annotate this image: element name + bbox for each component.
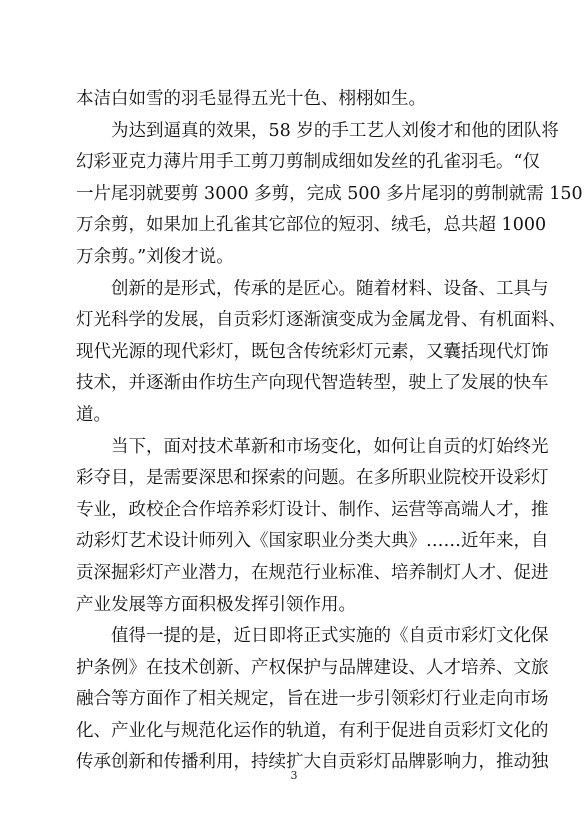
text-line: 现代光源的现代彩灯，既包含传统彩灯元素，又囊括现代灯饰: [76, 341, 549, 362]
text-line: 彩夺目，是需要深思和探索的问题。在多所职业院校开设彩灯: [76, 468, 549, 489]
text-line: 产业发展等方面积极发挥引领作用。: [76, 594, 356, 615]
paragraph-first-line: 值得一提的是，近日即将正式实施的《自贡市彩灯文化保: [111, 626, 549, 647]
paragraph-first-line: 创新的是形式，传承的是匠心。随着材料、设备、工具与: [111, 278, 549, 299]
text-line: 化、产业化与规范化运作的轨道，有利于促进自贡彩灯文化的: [76, 720, 549, 741]
text-line: 道。: [76, 404, 111, 425]
text-line: 技术，并逐渐由作坊生产向现代智造转型，驶上了发展的快车: [76, 373, 549, 394]
text-line: 万余剪。”刘俊才说。: [76, 246, 234, 267]
text-line: 融合等方面作了相关规定，旨在进一步引领彩灯行业走向市场: [76, 689, 549, 710]
text-line: 传承创新和传播利用，持续扩大自贡彩灯品牌影响力，推动独: [76, 752, 549, 773]
text-line: 幻彩亚克力薄片用手工剪刀剪制成细如发丝的孔雀羽毛。“仅: [76, 152, 540, 173]
paragraph-first-line: 为达到逼真的效果，58 岁的手工艺人刘俊才和他的团队将: [111, 120, 559, 141]
text-line: 万余剪，如果加上孔雀其它部位的短羽、绒毛，总共超 1000: [76, 215, 547, 236]
body-text: [76, 84, 583, 779]
text-line: 一片尾羽就要剪 3000 多剪，完成 500 多片尾羽的剪制就需 150: [76, 183, 583, 204]
text-line: 本洁白如雪的羽毛显得五光十色、栩栩如生。: [76, 89, 426, 109]
text-line: 护条例》在技术创新、产权保护与品牌建设、人才培养、文旅: [76, 657, 549, 678]
text-line: 动彩灯艺术设计师列入《国家职业分类大典》……近年来，自: [76, 531, 549, 552]
text-line: 贡深掘彩灯产业潜力，在规范行业标准、培养制灯人才、促进: [76, 562, 549, 583]
text-line: 灯光科学的发展，自贡彩灯逐渐演变成为金属龙骨、有机面料、: [76, 310, 566, 331]
paragraph-first-line: 当下，面对技术革新和市场变化，如何让自贡的灯始终光: [111, 436, 549, 457]
page-number: 3: [290, 769, 298, 782]
text-line: 专业，政校企合作培养彩灯设计、制作、运营等高端人才，推: [76, 499, 549, 520]
